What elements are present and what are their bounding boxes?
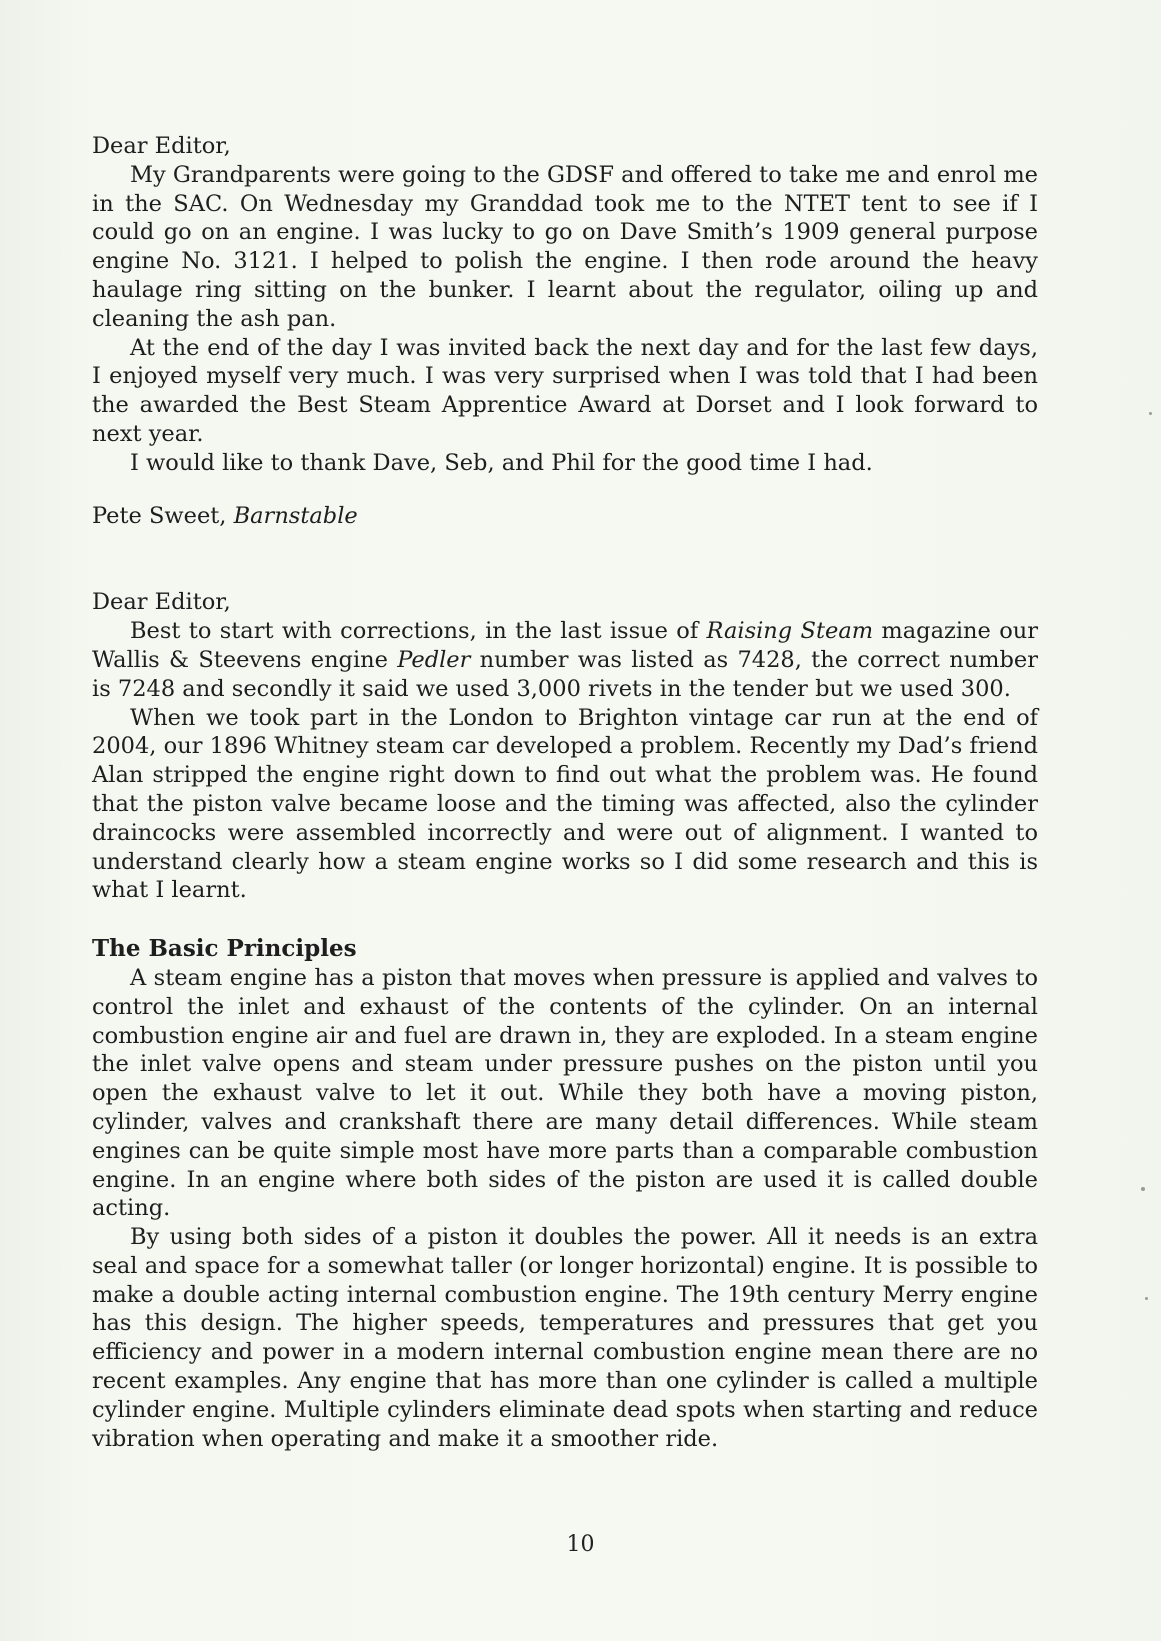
page-number: 10: [566, 1532, 595, 1557]
section-paragraph: A steam engine has a piston that moves when pressure is applied and valves to control the inlet and exhaust of the contents of the cylinder. On an internal combustion engine air and fuel are drawn in, they are exploded. In a steam engine the inlet valve opens and steam under pressure pushes on the piston until you open the exhaust valve to let it out. While they both have a moving piston, cylinder, valves and crankshaft there are many detail differences. While steam engines can be quite simple most have more parts than a comparable combustion engine. In an engine where both sides of the piston are used it is called double acting.: [92, 964, 1038, 1222]
letter-signature: [92, 502, 1038, 531]
letter-salutation: Dear Editor,: [92, 133, 231, 159]
signature-name: Pete Sweet,: [92, 502, 234, 529]
letter-pete-sweet: [92, 132, 1038, 530]
scan-speck: [1149, 412, 1152, 415]
signature-place: Barnstable: [233, 502, 358, 529]
letter-paragraph: My Grandparents were going to the GDSF and offered to take me and enrol me in the SAC. On Wednesday my Granddad took me to the NTET tent to see if I could go on an engine. I was lucky to go on Dave Smith’s 1909 general purpose engine No. 3121. I helped to polish the engine. I then rode around the heavy haulage ring sitting on the bunker. I learnt about the regulator, oiling up and cleaning the ash pan.: [92, 161, 1038, 332]
scan-speck: [1145, 1297, 1148, 1300]
text-run: Best to start with corrections, in the last issue of: [130, 618, 707, 645]
magazine-title: Raising Steam: [706, 618, 874, 645]
text-column: [92, 132, 1038, 1453]
engine-name: Pedler: [397, 646, 471, 673]
section-basic-principles: [92, 935, 1038, 1453]
letter-paragraph: [92, 617, 1038, 703]
letter-paragraph: I would like to thank Dave, Seb, and Phil for the good time I had.: [130, 449, 873, 476]
scan-speck: [1141, 1187, 1145, 1191]
text-run: magazine our Wallis & Steevens engine: [92, 618, 1038, 673]
section-paragraph: By using both sides of a piston it doubles the power. All it needs is an extra seal and space for a somewhat taller (or longer horizontal) engine. It is possible to make a double acting internal combustion engine. The 19th century Merry engine has this design. The higher speeds, temperatures and pressures that get you efficiency and power in a modern internal combustion engine mean there are no recent examples. Any engine that has more than one cylinder is called a multiple cylinder engine. Multiple cylinders eliminate dead spots when starting and reduce vibration when operating and make it a smoother ride.: [92, 1224, 1038, 1452]
letter-paragraph: At the end of the day I was invited back the next day and for the last few days, I enjoyed myself very much. I was very surprised when I was told that I had been the awarded the Best Steam Apprentice Award at Dorset and I look forward to next year.: [92, 334, 1038, 447]
letter-salutation: Dear Editor,: [92, 589, 231, 616]
section-heading: The Basic Principles: [92, 935, 357, 963]
letter-paragraph: When we took part in the London to Brighton vintage car run at the end of 2004, our 1896 Whitney steam car developed a problem. Recently my Dad’s friend Alan stripped the engine right down to find out what the problem was. He found that the piston valve became loose and the timing was affected, also the cylinder draincocks were assembled incorrectly and were out of alignment. I wanted to understand clearly how a steam engine works so I did some research and this is what I learnt.: [92, 704, 1038, 904]
text-run: number was listed as 7428, the correct number is 7248 and secondly it said we used 3,000 rivets in the tender but we used 300.: [92, 646, 1038, 702]
letter-steam-car: [92, 588, 1038, 905]
